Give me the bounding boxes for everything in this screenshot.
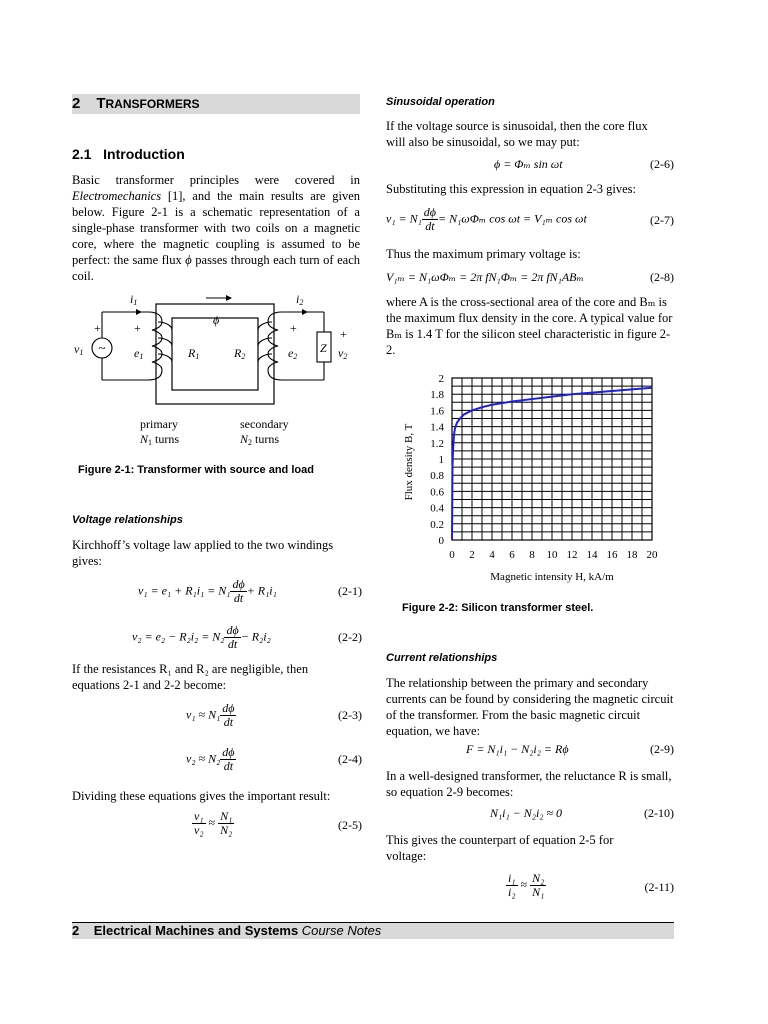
chart-grid	[452, 378, 652, 540]
chart-ylabel: Flux density B, T	[403, 423, 415, 501]
chapter-title-rest: RANSFORMERS	[105, 97, 200, 111]
current-heading: Current relationships	[386, 652, 498, 664]
chart-ytick-label: 1.8	[430, 389, 444, 402]
sinusoidal-heading: Sinusoidal operation	[386, 96, 495, 108]
equation-2-9: F = N₁i₁ − N₂i₂ = Rϕ (2-9)	[466, 742, 674, 756]
figure1-caption: Figure 2-1: Transformer with source and load	[78, 464, 314, 476]
label-e1: e1	[134, 346, 144, 361]
section-title: Introduction	[103, 146, 185, 162]
chart-ytick-label: 1	[438, 454, 444, 466]
current-p3: This gives the counterpart of equation 2-5 for voltage:	[386, 833, 614, 863]
chart-xtick-label: 2	[469, 549, 475, 561]
chart-ytick-label: 1.4	[430, 421, 444, 434]
sinusoidal-p4: where A is the cross-sectional area of the core and Bₘ is the maximum flux density in the core. A typical value for Bₘ is 1.4 T for the silicon steel characteristic in figure 2-2.	[386, 295, 673, 357]
plus-e1: +	[134, 321, 141, 335]
chart-xtick-label: 4	[489, 549, 495, 561]
chapter-title-first: T	[96, 95, 106, 112]
chart-xtick-label: 12	[566, 549, 578, 561]
equation-2-10: N₁i₁ − N₂i₂ ≈ 0 (2-10)	[490, 806, 674, 820]
equation-2-8: V₁ₘ = N₁ωΦₘ = 2π fN₁Φₘ = 2π fN₁ABₘ (2-8)	[386, 270, 674, 284]
plus-v2: +	[340, 327, 347, 341]
chart-xtick-label: 18	[626, 549, 638, 561]
voltage-p1: Kirchhoff’s voltage law applied to the two windings gives:	[72, 538, 334, 568]
chart-xtick-label: 16	[606, 549, 618, 561]
plus-v1: +	[94, 321, 101, 335]
equation-2-1: v₁ = e₁ + R₁i₁ = N₁ $\frac{d\phi}{dt}$ + R₁i₁ (2-1)	[138, 577, 362, 605]
page-footer	[72, 922, 674, 939]
footer-subtitle: Course Notes	[301, 923, 382, 938]
primary-winding	[148, 312, 172, 380]
chart-xlabel: Magnetic intensity H, kA/m	[490, 571, 614, 583]
chart-ytick-label: 0.6	[430, 486, 444, 499]
i1-arrowhead	[136, 309, 142, 315]
equation-2-7: v₁ = N₁ $\frac{d\phi}{dt}$ = N₁ωΦₘ cos ωt = V₁ₘ cos ωt (2-7)	[386, 205, 674, 233]
secondary-winding	[258, 312, 282, 380]
equation-2-2: v₂ = e₂ − R₂i₂ = N₂ $\frac{d\phi}{dt}$ − R₂i₂ (2-2)	[132, 623, 362, 651]
chart-ytick-label: 0.4	[430, 502, 444, 515]
chart-ytick-label: 2	[438, 373, 444, 385]
section-number: 2.1	[72, 146, 92, 162]
equation-2-6: ϕ = Φₘ sin ωt (2-6)	[494, 157, 674, 171]
bh-curve-chart	[396, 366, 674, 588]
label-phi: ϕ	[213, 313, 220, 327]
chart-ytick-label: 0	[438, 535, 444, 547]
label-R1: R1	[188, 346, 200, 361]
primary-turns: N1 turns	[140, 432, 180, 447]
footer-title: Electrical Machines and Systems	[93, 923, 299, 938]
equation-2-4: v₂ ≈ N₂ $\frac{d\phi}{dt}$ (2-4)	[186, 745, 362, 773]
voltage-heading: Voltage relationships	[72, 514, 183, 526]
label-Z: Z	[320, 341, 327, 355]
primary-label: primary	[140, 417, 178, 431]
chart-ytick-label: 0.8	[430, 470, 444, 483]
chart-xtick-label: 8	[529, 549, 535, 561]
equation-2-3: v₁ ≈ N₁ $\frac{d\phi}{dt}$ (2-3)	[186, 701, 362, 729]
sinusoidal-p1: If the voltage source is sinusoidal, then the core flux will also be sinusoidal, so we may put:	[386, 119, 648, 149]
current-p1: The relationship between the primary and secondary currents can be found by considering the magnetic circuit of the transformer. From the basic magnetic circuit equation, we have:	[386, 676, 674, 738]
chart-ytick-label: 1.2	[430, 437, 444, 450]
footer-page-number: 2	[72, 923, 80, 938]
label-i2: i2	[296, 292, 304, 307]
chapter-number: 2	[72, 95, 81, 112]
plus-e2: +	[290, 321, 297, 335]
i2-arrowhead	[302, 309, 308, 315]
sinusoidal-p3: Thus the maximum primary voltage is:	[386, 247, 581, 261]
intro-paragraph: Basic transformer principles were covered in Electromechanics [1], and the main results are given below. Figure 2-1 is a schematic representation of a single-phase transformer with two coils on a magnetic core, where the magnetic coupling is assumed to be perfect: the same flux ϕ passes through each turn of each coil.	[72, 173, 360, 283]
chart-ytick-label: 0.2	[430, 518, 444, 531]
chapter-heading	[72, 94, 360, 114]
source-symbol: ~	[98, 340, 106, 355]
current-p2: In a well-designed transformer, the reluctance R is small, so equation 2-9 becomes:	[386, 769, 672, 799]
chart-xtick-label: 6	[509, 549, 515, 561]
secondary-turns: N2 turns	[240, 432, 280, 447]
label-v2: v2	[338, 346, 348, 361]
voltage-p2: If the resistances R₁ and R₂ are negligible, then equations 2-1 and 2-2 become:	[72, 662, 309, 692]
label-e2: e2	[288, 346, 298, 361]
chart-xtick-label: 20	[646, 549, 658, 561]
secondary-label: secondary	[240, 417, 289, 431]
section-heading	[72, 146, 185, 162]
equation-2-11: $\frac{\text{i₁}}{\text{i₂}}$ ≈ $\frac{\text{N₂}}{\text{N₁}}$ (2-11)	[508, 871, 674, 899]
chart-ytick-label: 1.6	[430, 405, 444, 418]
label-R2: R2	[234, 346, 246, 361]
chart-xtick-label: 10	[546, 549, 558, 561]
transformer-schematic	[72, 288, 362, 454]
voltage-p3: Dividing these equations gives the important result:	[72, 789, 331, 803]
label-i1: i1	[130, 292, 138, 307]
sinusoidal-p2: Substituting this expression in equation 2-3 gives:	[386, 182, 636, 196]
flux-arrowhead	[226, 295, 232, 301]
equation-2-5: $\frac{\text{v₁}}{\text{v₂}}$ ≈ $\frac{\text{N₁}}{\text{N₂}}$ (2-5)	[194, 809, 362, 837]
chart-xtick-label: 14	[586, 549, 598, 561]
label-v1: v1	[74, 342, 84, 357]
figure2-caption: Figure 2-2: Silicon transformer steel.	[402, 602, 594, 614]
chart-xtick-label: 0	[449, 549, 455, 561]
